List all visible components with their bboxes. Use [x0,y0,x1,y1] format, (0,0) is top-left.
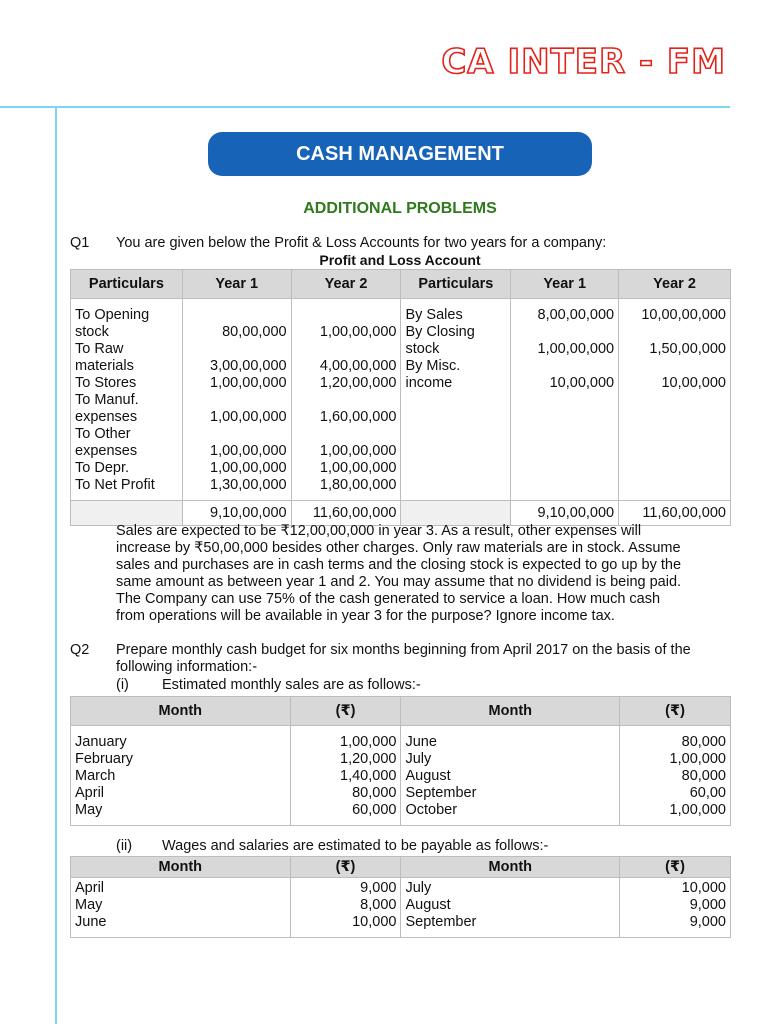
wages-values-right [620,878,731,938]
sales-months-right [401,726,620,826]
q1-question-line: sales and purchases are in cash terms and the closing stock is expected to go up by the [116,557,682,573]
credit-y2-value [623,358,726,375]
col-year1-dr: Year 1 [182,270,291,299]
credit-y2-value: 10,00,00,000 [641,307,726,323]
wages-months-right [401,878,620,938]
chapter-banner: CASH MANAGEMENT [208,132,592,176]
part-ii-label: (ii) [116,838,133,854]
debit-y2-value: 1,20,00,000 [319,375,397,391]
credit-year1-values [511,299,619,501]
month-cell: May [75,802,103,818]
total-cell: 11,60,00,000 [619,501,731,526]
credit-particulars [401,299,511,501]
credit-item: By Misc. [405,358,461,374]
pl-account-table [70,269,731,526]
credit-y2-value: 1,50,00,000 [649,341,726,357]
debit-item: To Depr. [75,460,129,476]
sales-table [70,696,731,826]
col-particulars-cr: Particulars [401,270,511,299]
q2-intro-line: Prepare monthly cash budget for six months beginning from April 2017 on the basis of the [116,642,691,658]
debit-item: expenses [75,443,138,459]
debit-item: materials [75,358,134,374]
part-ii-text: Wages and salaries are estimated to be payable as follows:- [162,838,549,854]
margin-rule [55,106,57,1024]
amount-cell: 80,000 [681,768,726,784]
sales-months-left [71,726,291,826]
sales-values-right [620,726,731,826]
debit-item: stock [75,324,109,340]
amount-cell: 9,000 [689,914,726,930]
month-cell: June [75,914,107,930]
total-cell: 9,10,00,000 [182,501,291,526]
sales-values-left [290,726,401,826]
debit-y1-value [187,392,287,409]
col-month: Month [401,857,620,878]
amount-cell: 1,00,000 [340,734,397,750]
month-cell: May [75,897,103,913]
credit-y1-value [515,358,614,375]
credit-y1-value: 8,00,00,000 [537,307,615,323]
amount-cell: 10,000 [352,914,397,930]
col-amount: (₹) [290,697,401,726]
pl-body-row [71,299,731,501]
debit-item: To Manuf. [75,392,139,408]
q2-intro [116,642,691,676]
month-cell: July [405,751,432,767]
month-cell: August [405,897,451,913]
debit-item: To Other [75,426,131,442]
month-cell: June [405,734,437,750]
col-month: Month [71,697,291,726]
credit-y2-value: 10,00,000 [661,375,726,391]
month-cell: August [405,768,451,784]
debit-y1-value: 1,30,00,000 [210,477,287,493]
amount-cell: 60,00 [689,785,726,801]
amount-cell: 80,000 [681,734,726,750]
debit-y2-value [296,307,397,324]
q1-question-line: The Company can use 75% of the cash generated to service a loan. How much cash [116,591,661,607]
col-year2-cr: Year 2 [619,270,731,299]
credit-item: stock [405,341,440,357]
wages-table [70,856,731,938]
debit-y2-value: 1,00,00,000 [319,460,397,476]
amount-cell: 1,20,000 [340,751,397,767]
col-year2-dr: Year 2 [291,270,401,299]
month-cell: July [405,880,432,896]
debit-y1-value: 3,00,00,000 [210,358,287,374]
debit-y2-value [296,392,397,409]
sales-header-row [71,697,731,726]
debit-particulars [71,299,183,501]
debit-y1-value: 1,00,00,000 [210,443,287,459]
wages-body-row [71,878,731,938]
q1-question-line: from operations will be available in year 3 for the purpose? Ignore income tax. [116,608,615,624]
amount-cell: 9,000 [360,880,397,896]
month-cell: April [75,785,105,801]
brand-title: CA INTER - FM [441,42,726,82]
debit-item: To Raw [75,341,124,357]
part-i-text: Estimated monthly sales are as follows:- [162,677,421,693]
q1-question-line: increase by ₹50,00,000 besides other charges. Only raw materials are in stock. Assume [116,540,681,556]
wages-values-left [290,878,401,938]
col-month: Month [401,697,620,726]
credit-item: By Closing [405,324,475,340]
amount-cell: 8,000 [360,897,397,913]
credit-item: income [405,375,453,391]
debit-y1-value: 1,00,00,000 [210,460,287,476]
credit-y1-value: 10,00,000 [549,375,615,391]
col-amount: (₹) [620,697,731,726]
debit-item: To Net Profit [75,477,155,493]
credit-y1-value [515,324,614,341]
month-cell: January [75,734,127,750]
q2-number: Q2 [70,642,90,658]
amount-cell: 1,00,000 [669,802,726,818]
debit-y1-value [187,341,287,358]
total-cell: 9,10,00,000 [511,501,619,526]
col-amount: (₹) [620,857,731,878]
amount-cell: 10,000 [681,880,726,896]
section-title: ADDITIONAL PROBLEMS [303,200,497,217]
col-year1-cr: Year 1 [511,270,619,299]
month-cell: October [405,802,458,818]
q1-number: Q1 [70,235,90,251]
credit-y2-value [623,324,726,341]
month-cell: September [405,785,477,801]
col-particulars-dr: Particulars [71,270,183,299]
debit-y2-value: 4,00,00,000 [319,358,397,374]
debit-y2-value [296,426,397,443]
col-month: Month [71,857,291,878]
credit-year2-values [619,299,731,501]
amount-cell: 1,00,000 [669,751,726,767]
sales-body-row [71,726,731,826]
month-cell: February [75,751,134,767]
q1-question [116,523,681,625]
month-cell: March [75,768,116,784]
q1-question-line: Sales are expected to be ₹12,00,00,000 in year 3. As a result, other expenses will [116,523,642,539]
amount-cell: 1,40,000 [340,768,397,784]
amount-cell: 80,000 [352,785,397,801]
pl-total-row [71,501,731,526]
total-cell [71,501,183,526]
wages-months-left [71,878,291,938]
q2-intro-line: following information:- [116,659,258,675]
amount-cell: 60,000 [352,802,397,818]
debit-y1-value [187,426,287,443]
month-cell: September [405,914,477,930]
debit-y2-value: 1,60,00,000 [319,409,397,425]
pl-table-title: Profit and Loss Account [319,252,481,268]
header-rule [0,106,730,108]
debit-y1-value [187,307,287,324]
wages-header-row [71,857,731,878]
debit-year2-values [291,299,401,501]
credit-item: By Sales [405,307,463,323]
debit-y1-value: 80,00,000 [222,324,287,340]
debit-y1-value: 1,00,00,000 [210,375,287,391]
q1-question-line: same amount as between year 1 and 2. You may assume that no dividend is being paid. [116,574,682,590]
part-i-label: (i) [116,677,129,693]
total-cell: 11,60,00,000 [291,501,401,526]
debit-y2-value: 1,00,00,000 [319,324,397,340]
month-cell: April [75,880,105,896]
debit-item: expenses [75,409,138,425]
col-amount: (₹) [290,857,401,878]
credit-y1-value: 1,00,00,000 [537,341,615,357]
amount-cell: 9,000 [689,897,726,913]
debit-y2-value [296,341,397,358]
debit-y2-value: 1,80,00,000 [319,477,397,493]
pl-header-row [71,270,731,299]
debit-y2-value: 1,00,00,000 [319,443,397,459]
total-cell [401,501,511,526]
debit-item: To Opening [75,307,150,323]
debit-y1-value: 1,00,00,000 [210,409,287,425]
debit-year1-values [182,299,291,501]
q1-intro: You are given below the Profit & Loss Accounts for two years for a company: [116,235,607,251]
debit-item: To Stores [75,375,137,391]
